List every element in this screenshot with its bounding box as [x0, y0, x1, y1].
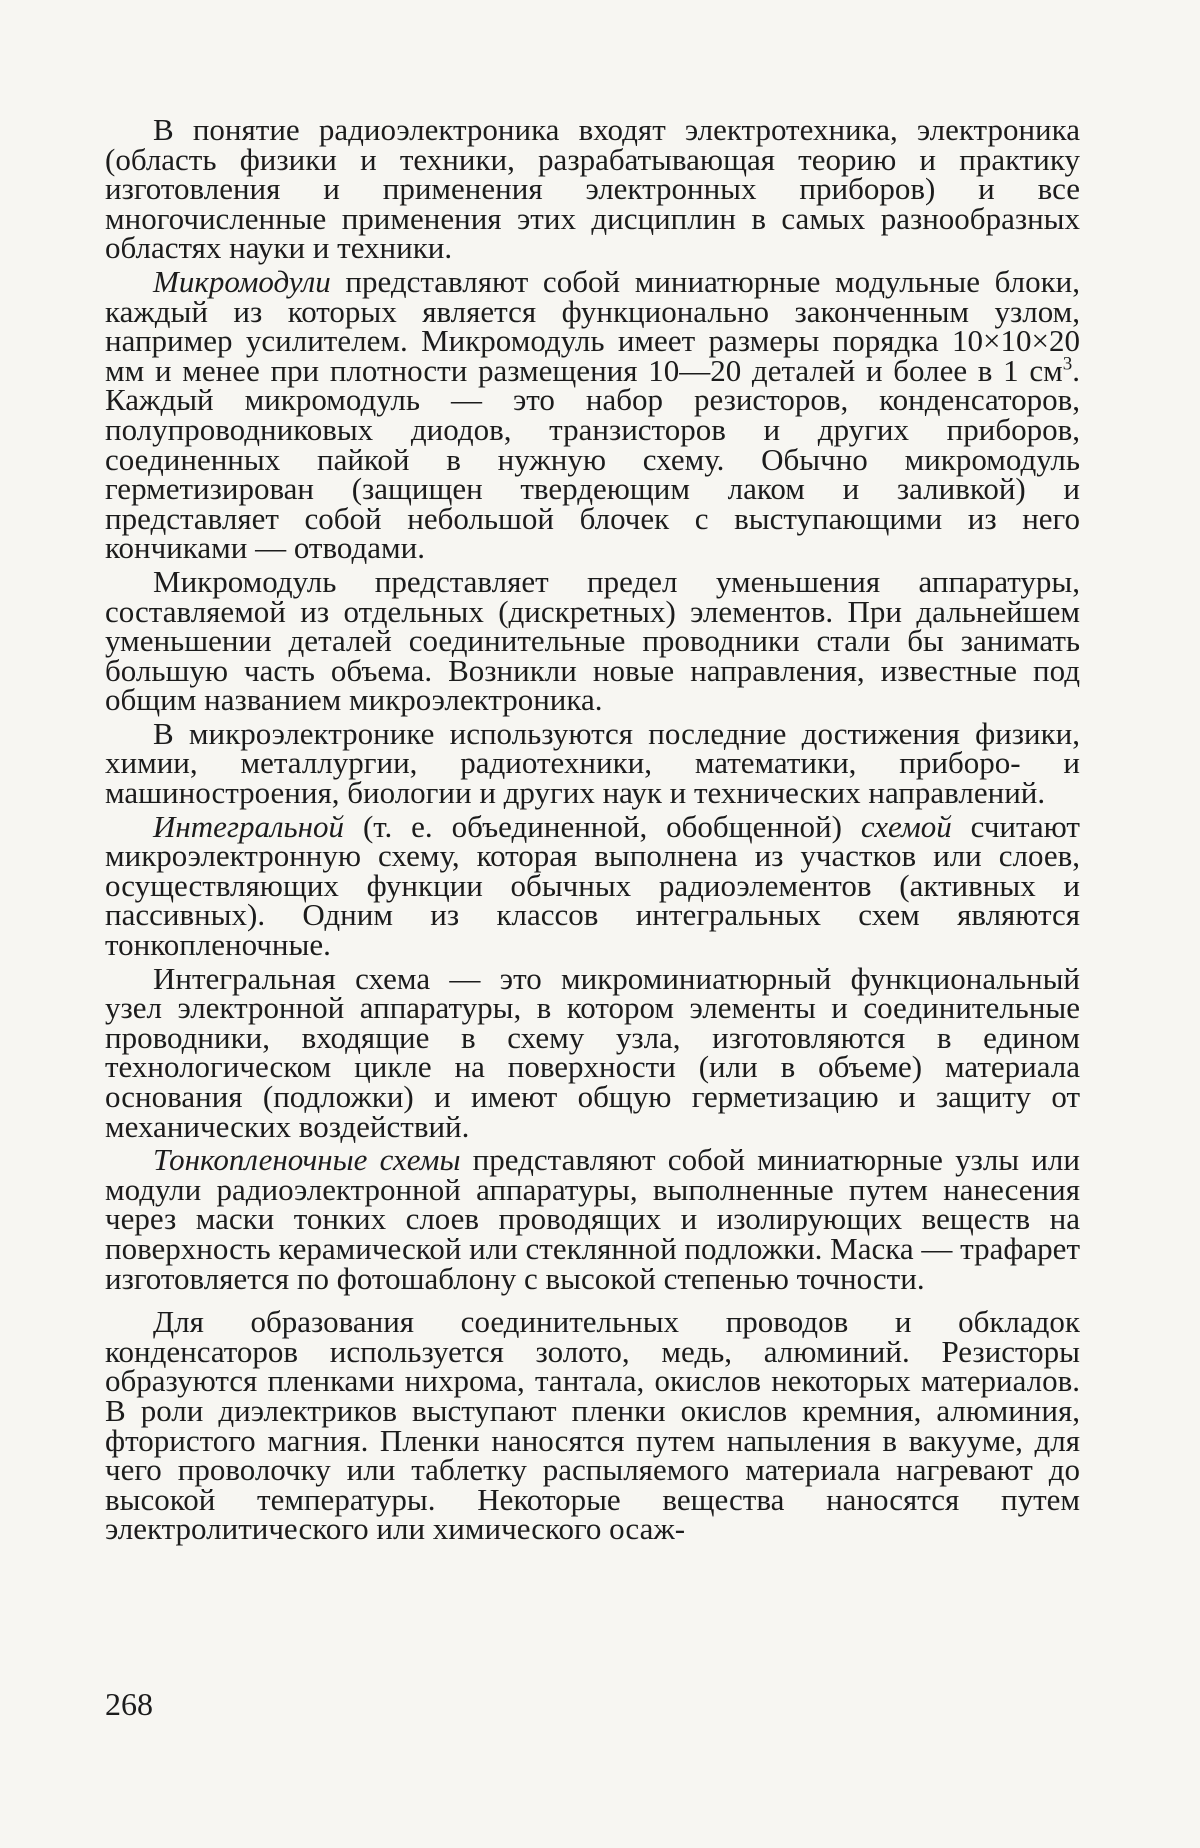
paragraph-2 — [105, 263, 1080, 566]
paragraph-5-text-cont: считают микроэлектронную схему, которая выполнена из участков или слоев, осуществляющих функции обычных радиоэлементов (активных и пассивных). Одним из классов интегральных схем являются тонкопленочные. — [105, 808, 1080, 963]
paragraph-8-text: Для образования соединительных проводов и обкладок конденсаторов используется золото, медь, алюминий. Резисторы образуются пленками нихрома, тантала, окислов некоторых материалов. В роли диэлектриков выступают пленки окислов кремния, алюминия, фтористого магния. Пленки наносятся путем напыления в вакууме, для чего проволочку или таблетку распыляемого материала нагревают до высокой температуры. Некоторые вещества наносятся путем электролитического или химического осаж- — [105, 1304, 1080, 1547]
paragraph-2-text-cont: . Каждый микромодуль — это набор резисторов, конденсаторов, полупроводниковых диодов, транзисторов и других приборов, соединенных пайкой в нужную схему. Обычно микромодуль герметизирован (защищен твердеющим лаком и заливкой) и представляет собой небольшой блочек с выступающими из него кончиками — отводами. — [105, 352, 1080, 566]
paragraph-1 — [105, 112, 1080, 266]
term-integral: Интегральной — [153, 808, 345, 844]
paragraph-6-text: Интегральная схема — это микроминиатюрный функциональный узел электронной аппаратуры, в котором элементы и соединительные проводники, входящие в схему узла, изготовляются в едином технологическом цикле на поверхности (или в объеме) материала основания (подложки) и имеют общую герметизацию и защиту от механических воздействий. — [105, 960, 1080, 1144]
paragraph-5-text: (т. е. объединенной, обобщенной) — [344, 808, 861, 844]
paragraph-3 — [105, 563, 1080, 718]
paragraph-4 — [105, 715, 1080, 811]
term-thin-film-schemes: Тонкопленочные схемы — [153, 1142, 461, 1178]
paragraph-7 — [105, 1142, 1080, 1296]
paragraph-6 — [105, 960, 1080, 1144]
paragraph-4-text: В микроэлектронике используются последние достижения физики, химии, металлургии, радиотехники, математики, приборо- и машиностроения, биологии и других наук и технических направлений. — [105, 715, 1080, 811]
paragraph-5 — [105, 808, 1080, 963]
term-micromodules: Микромодули — [153, 263, 331, 299]
paragraph-8 — [105, 1304, 1080, 1547]
paragraph-7-text: представляют собой миниатюрные узлы или модули радиоэлектронной аппаратуры, выполненные путем нанесения через маски тонких слоев проводящих и изолирующих веществ на поверхность керамической или стеклянной подложки. Маска — трафарет изготовляется по фотошаблону с высокой степенью точности. — [105, 1142, 1080, 1296]
page-body — [105, 112, 1080, 1547]
superscript-3: 3 — [1062, 353, 1073, 375]
paragraph-2-text: представляют собой миниатюрные модульные блоки, каждый из которых является функционально законченным узлом, например усилителем. Микромодуль имеет размеры порядка 10×10×20 мм и менее при плотности размещения 10—20 деталей и более в 1 см — [105, 263, 1080, 388]
paragraph-1-text: В понятие радиоэлектроника входят электротехника, электроника (область физики и техники, разрабатывающая теорию и практику изготовления и применения электронных приборов) и все многочисленные применения этих дисциплин в самых разнообразных областях науки и техники. — [105, 112, 1080, 266]
paragraph-3-text: Микромодуль представляет предел уменьшения аппаратуры, составляемой из отдельных (дискретных) элементов. При дальнейшем уменьшении деталей соединительные проводники стали бы занимать большую часть объема. Возникли новые направления, известные под общим названием микроэлектроника. — [105, 563, 1080, 718]
page-number: 268 — [105, 1686, 153, 1722]
term-scheme: схемой — [860, 808, 952, 844]
